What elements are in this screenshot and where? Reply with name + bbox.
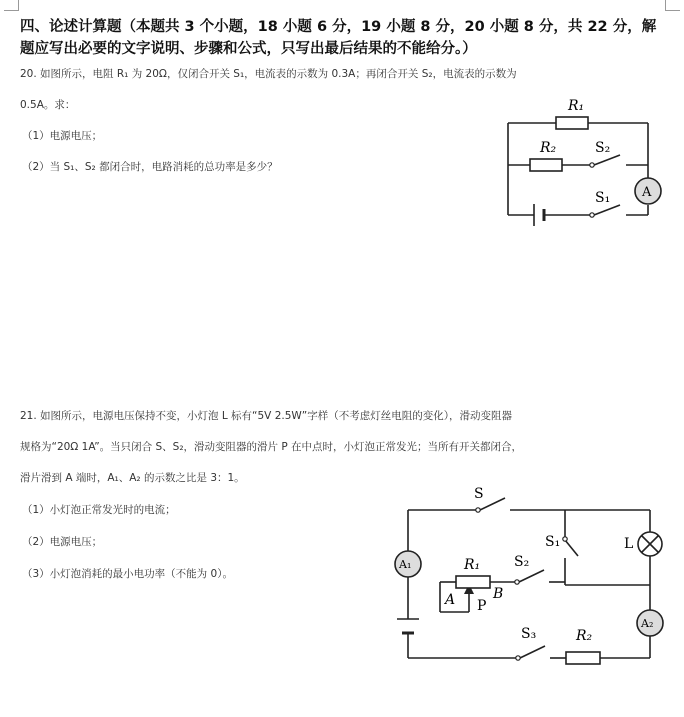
q20-part-1: （1）电源电压； [22, 130, 103, 142]
q21-line-3: 滑片滑到 A 端时，A₁、A₂ 的示数之比是 3：1。 [20, 472, 245, 484]
q21-label-r2: R₂ [576, 628, 593, 644]
q21-label-a2: A₂ [641, 617, 654, 630]
q21-label-b: B [493, 586, 504, 602]
q21-r2-resistor [566, 652, 600, 664]
q21-label-s2: S₂ [514, 554, 530, 570]
q21-part-1: （1）小灯泡正常发光时的电流； [22, 504, 176, 516]
q21-label-r1: R₁ [464, 557, 481, 573]
q21-label-l: L [624, 536, 634, 552]
q21-line-1: 21. 如图所示，电源电压保持不变，小灯泡 L 标有“5V 2.5W”字样（不考虑灯丝电阻的变化），滑动变阻器 [20, 410, 512, 422]
q21-part-3: （3）小灯泡消耗的最小电功率（不能为 0）。 [22, 568, 233, 580]
q20-label-r1: R₁ [568, 98, 585, 114]
q20-label-r2: R₂ [540, 140, 557, 156]
q21-label-a: A [445, 592, 456, 608]
q21-label-s3: S₃ [521, 626, 537, 642]
q21-part-2: （2）电源电压； [22, 536, 103, 548]
q20-part-2: （2）当 S₁、S₂ 都闭合时，电路消耗的总功率是多少？ [22, 161, 278, 173]
q20-label-ammeter: A [642, 185, 652, 200]
q20-label-s1: S₁ [595, 190, 611, 206]
q20-line-2: 0.5A。求： [20, 99, 76, 111]
q21-label-p: P [477, 598, 487, 614]
q20-label-s2: S₂ [595, 140, 611, 156]
q21-line-2: 规格为“20Ω 1A”。当只闭合 S、S₂，滑动变阻器的滑片 P 在中点时，小灯泡正常发光；当所有开关都闭合， [20, 441, 523, 453]
q21-label-s: S [474, 486, 484, 502]
q21-r1-resistor [456, 576, 490, 588]
section-heading: 四、论述计算题（本题共 3 个小题，18 小题 6 分，19 小题 8 分，20 小题 8 分，共 22 分，解题应写出必要的文字说明、步骤和公式，只写出最后结果的不能给分。） [20, 19, 657, 57]
q21-label-a1: A₁ [399, 558, 412, 571]
q21-label-s1: S₁ [545, 534, 561, 550]
q20-line-1: 20. 如图所示，电阻 R₁ 为 20Ω，仅闭合开关 S₁，电流表的示数为 0.3A；再闭合开关 S₂，电流表的示数为 [20, 68, 517, 80]
q21-lamp [638, 532, 662, 556]
